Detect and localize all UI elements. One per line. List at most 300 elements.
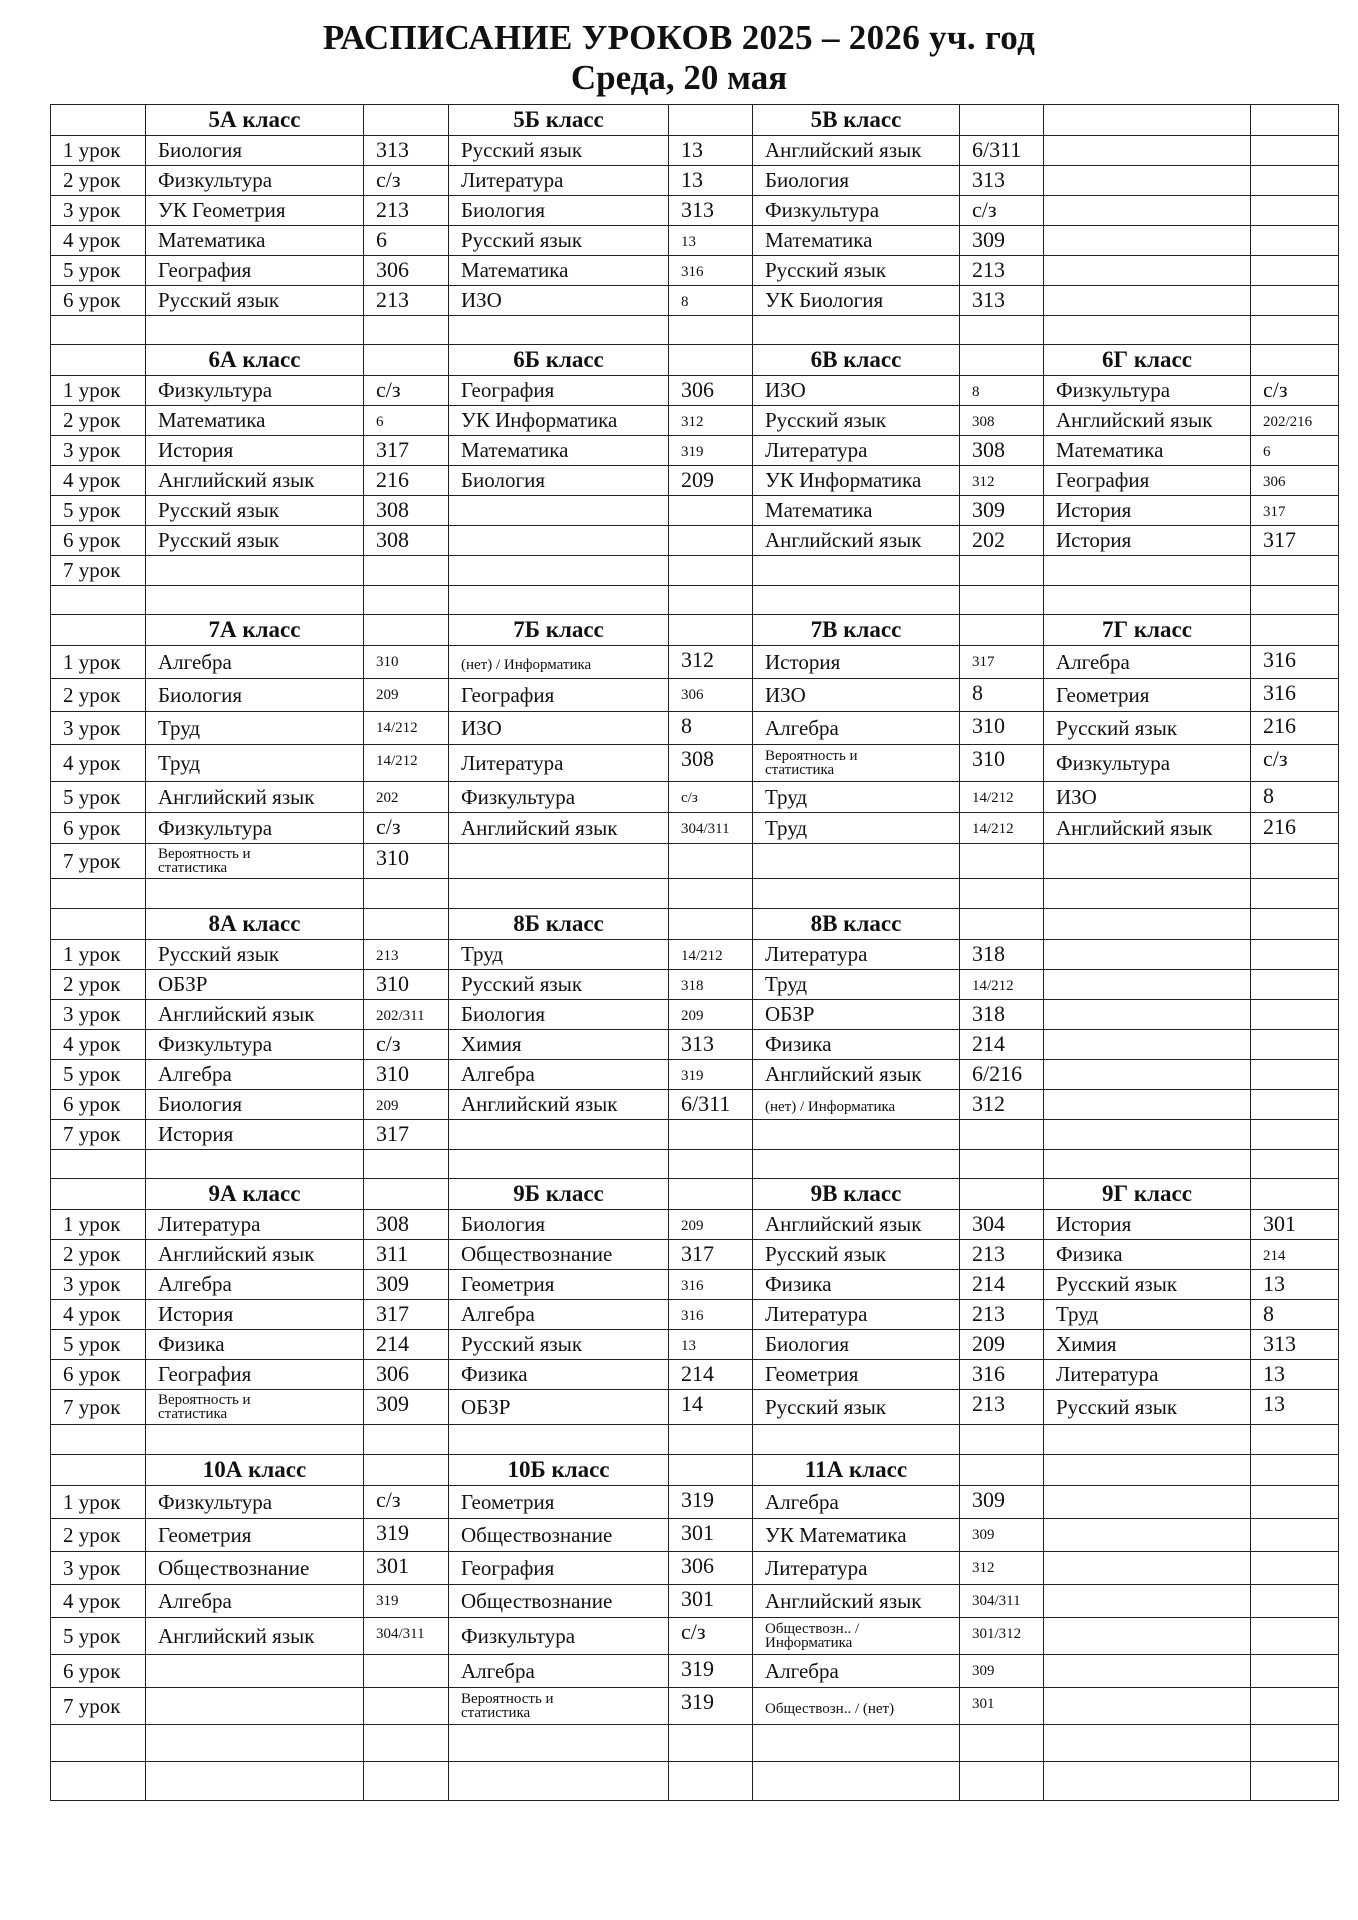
subject-name: История: [1056, 528, 1132, 552]
room-cell: [364, 1618, 449, 1655]
room-cell: [669, 556, 753, 586]
subject-name: География: [158, 1362, 252, 1386]
lesson-number: 6 урок: [51, 1655, 146, 1688]
room-number: 202: [972, 527, 1005, 552]
subject-cell: [753, 1120, 960, 1150]
room-header-cell: [364, 615, 449, 646]
subject-cell: [449, 316, 669, 345]
room-cell: [1251, 376, 1339, 406]
subject-name: Алгебра: [158, 1272, 232, 1296]
class-header: 5Б класс: [449, 105, 669, 136]
room-number: 301: [376, 1553, 409, 1578]
room-cell: [960, 1060, 1044, 1090]
subject-cell: [753, 136, 960, 166]
subject-cell: [753, 879, 960, 909]
subject-cell: [753, 166, 960, 196]
room-number: 13: [681, 1338, 696, 1354]
subject-cell: [449, 1300, 669, 1330]
lesson-row: [51, 1270, 1339, 1300]
lesson-row: [51, 556, 1339, 586]
room-number: 8: [1263, 783, 1274, 808]
room-cell: [364, 1330, 449, 1360]
room-number: 202/216: [1263, 414, 1313, 430]
room-cell: [364, 1390, 449, 1425]
subject-cell: [449, 813, 669, 844]
room-cell: [1251, 745, 1339, 782]
subject-cell: [449, 1390, 669, 1425]
lesson-row: [51, 1300, 1339, 1330]
room-number: 306: [681, 687, 704, 703]
subject-cell: [146, 376, 364, 406]
room-number: 309: [376, 1271, 409, 1296]
room-number: 213: [972, 257, 1005, 282]
subject-name: Математика: [461, 438, 569, 462]
room-header-cell: [960, 1455, 1044, 1486]
lesson-number: 1 урок: [51, 136, 146, 166]
subject-cell: [146, 940, 364, 970]
subject-cell: [449, 1618, 669, 1655]
subject-cell: [146, 196, 364, 226]
room-cell: [669, 1486, 753, 1519]
subject-cell: [1044, 406, 1251, 436]
subject-cell: [449, 712, 669, 745]
lesson-number: 7 урок: [51, 844, 146, 879]
subject-cell: [146, 1390, 364, 1425]
page-title: РАСПИСАНИЕ УРОКОВ 2025 – 2026 уч. год: [322, 18, 1036, 57]
room-number: 309: [972, 1663, 995, 1679]
room-cell: [669, 1655, 753, 1688]
room-number: 13: [681, 137, 703, 162]
lesson-number: [51, 879, 146, 909]
room-cell: [669, 136, 753, 166]
room-cell: [669, 712, 753, 745]
subject-name: Русский язык: [765, 1394, 887, 1419]
room-cell: [960, 813, 1044, 844]
subject-cell: [753, 1300, 960, 1330]
room-cell: [669, 646, 753, 679]
class-header: 10Б класс: [449, 1455, 669, 1486]
room-number: 309: [972, 227, 1005, 252]
subject-name: Алгебра: [158, 1588, 232, 1613]
subject-name: (нет) / Информатика: [765, 1099, 896, 1115]
class-header: 5В класс: [753, 105, 960, 136]
room-cell: [960, 1150, 1044, 1179]
subject-name: Алгебра: [158, 649, 232, 674]
subject-name: Математика: [1056, 438, 1164, 462]
lesson-row: [51, 712, 1339, 745]
page-subtitle: Среда, 20 мая: [570, 58, 788, 97]
lesson-row: [51, 1486, 1339, 1519]
room-number: 6: [1263, 444, 1271, 460]
subject-name: Биология: [765, 1332, 850, 1356]
room-number: 313: [972, 167, 1005, 192]
subject-cell: [753, 436, 960, 466]
room-number: 301: [681, 1520, 714, 1545]
subject-cell: [449, 1120, 669, 1150]
subject-cell: [753, 844, 960, 879]
lesson-number: 1 урок: [51, 940, 146, 970]
room-number: 8: [972, 680, 983, 705]
subject-name: ОБЗР: [158, 972, 208, 996]
subject-name: Обществознание: [461, 1588, 613, 1613]
subject-cell: [1044, 226, 1251, 256]
room-number: 308: [376, 497, 409, 522]
room-cell: [960, 1210, 1044, 1240]
subject-cell: [146, 1486, 364, 1519]
room-number: 308: [681, 746, 714, 771]
room-number: 14/212: [376, 753, 418, 769]
room-cell: [960, 1425, 1044, 1455]
room-cell: [960, 712, 1044, 745]
subject-cell: [146, 1060, 364, 1090]
room-header-cell: [1251, 909, 1339, 940]
room-cell: [364, 376, 449, 406]
subject-cell: [146, 1240, 364, 1270]
subject-cell: [449, 1240, 669, 1270]
subject-cell: [449, 844, 669, 879]
lesson-number: [51, 316, 146, 345]
room-cell: [364, 1486, 449, 1519]
room-number: 310: [376, 1061, 409, 1086]
room-number: 309: [972, 1487, 1005, 1512]
subject-cell: [1044, 1210, 1251, 1240]
room-cell: [364, 1090, 449, 1120]
blank-cell: [51, 105, 146, 136]
subject-cell: [146, 879, 364, 909]
subject-cell: [1044, 1725, 1251, 1762]
subject-cell: [1044, 196, 1251, 226]
subject-cell: [146, 1655, 364, 1688]
room-header-cell: [669, 909, 753, 940]
subject-cell: [1044, 1270, 1251, 1300]
room-cell: [1251, 1425, 1339, 1455]
subject-name: Физкультура: [461, 1623, 576, 1648]
room-number: с/з: [681, 790, 698, 806]
room-number: 309: [376, 1391, 409, 1416]
subject-name: (нет) / Информатика: [461, 656, 592, 673]
subject-name: Физкультура: [1056, 378, 1171, 402]
lesson-number: [51, 1425, 146, 1455]
subject-cell: [146, 1585, 364, 1618]
room-cell: [960, 1519, 1044, 1552]
room-cell: [364, 1519, 449, 1552]
room-cell: [669, 879, 753, 909]
subject-cell: [449, 1060, 669, 1090]
subject-cell: [1044, 940, 1251, 970]
room-number: 316: [972, 1361, 1005, 1386]
room-cell: [1251, 1210, 1339, 1240]
lesson-number: 5 урок: [51, 256, 146, 286]
room-cell: [364, 1688, 449, 1725]
subject-cell: [753, 1150, 960, 1179]
room-number: 306: [376, 1361, 409, 1386]
room-number: 13: [1263, 1391, 1285, 1416]
room-number: 316: [1263, 680, 1296, 705]
room-cell: [669, 970, 753, 1000]
room-cell: [1251, 1030, 1339, 1060]
subject-cell: [449, 466, 669, 496]
lesson-row: [51, 466, 1339, 496]
lesson-number: 3 урок: [51, 436, 146, 466]
room-cell: [364, 1360, 449, 1390]
lesson-number: 6 урок: [51, 813, 146, 844]
subject-cell: [449, 1270, 669, 1300]
subject-name: Алгебра: [461, 1062, 535, 1086]
subject-cell: [146, 586, 364, 615]
room-number: с/з: [376, 1487, 401, 1512]
subject-cell: [146, 526, 364, 556]
subject-cell: [1044, 1390, 1251, 1425]
class-header: 7Б класс: [449, 615, 669, 646]
subject-cell: [753, 1030, 960, 1060]
room-number: 318: [681, 978, 704, 994]
room-cell: [1251, 679, 1339, 712]
subject-cell: [1044, 166, 1251, 196]
lesson-row: [51, 646, 1339, 679]
room-cell: [1251, 1486, 1339, 1519]
subject-name: Физкультура: [158, 1489, 273, 1514]
room-cell: [364, 196, 449, 226]
lesson-row: [51, 406, 1339, 436]
subject-name: Русский язык: [1056, 1272, 1178, 1296]
room-cell: [364, 1425, 449, 1455]
room-cell: [364, 940, 449, 970]
room-number: 319: [681, 444, 704, 460]
class-header: 9Г класс: [1044, 1179, 1251, 1210]
room-cell: [1251, 496, 1339, 526]
subject-cell: [753, 1330, 960, 1360]
lesson-row: [51, 1390, 1339, 1425]
room-number: 313: [972, 287, 1005, 312]
room-number: 317: [376, 437, 409, 462]
subject-name: Алгебра: [765, 1489, 839, 1514]
room-cell: [669, 1618, 753, 1655]
room-number: 209: [681, 467, 714, 492]
room-cell: [1251, 256, 1339, 286]
class-header: 8А класс: [146, 909, 364, 940]
room-cell: [1251, 436, 1339, 466]
subject-name: Геометрия: [765, 1362, 859, 1386]
room-cell: [960, 1300, 1044, 1330]
room-cell: [960, 1330, 1044, 1360]
room-number: с/з: [681, 1619, 706, 1644]
class-header: 9В класс: [753, 1179, 960, 1210]
room-number: 214: [376, 1331, 409, 1356]
room-number: 316: [681, 1308, 704, 1324]
room-cell: [669, 316, 753, 345]
subject-cell: [753, 1655, 960, 1688]
subject-cell: [1044, 1486, 1251, 1519]
room-cell: [960, 286, 1044, 316]
room-number: 14/212: [972, 821, 1014, 837]
subject-name: История: [1056, 1212, 1132, 1236]
subject-cell: [1044, 1552, 1251, 1585]
lesson-number: 5 урок: [51, 496, 146, 526]
room-cell: [1251, 1618, 1339, 1655]
lesson-row: [51, 256, 1339, 286]
room-cell: [1251, 1000, 1339, 1030]
room-header-cell: [364, 1179, 449, 1210]
class-header-row: [51, 345, 1339, 376]
subject-name: Алгебра: [765, 1658, 839, 1683]
room-number: 213: [376, 287, 409, 312]
room-cell: [364, 712, 449, 745]
room-number: 312: [972, 1560, 995, 1576]
lesson-row: [51, 782, 1339, 813]
subject-name: История: [765, 649, 841, 674]
subject-name: Алгебра: [461, 1658, 535, 1683]
room-number: 319: [681, 1689, 714, 1714]
room-number: 308: [376, 527, 409, 552]
subject-cell: [1044, 1300, 1251, 1330]
lesson-row: [51, 879, 1339, 909]
room-cell: [364, 1150, 449, 1179]
room-cell: [1251, 1655, 1339, 1688]
subject-name: Математика: [765, 228, 873, 252]
room-cell: [669, 256, 753, 286]
room-cell: [1251, 166, 1339, 196]
room-cell: [960, 586, 1044, 615]
subject-cell: [753, 1552, 960, 1585]
subject-cell: [753, 376, 960, 406]
lesson-number: 4 урок: [51, 1585, 146, 1618]
room-cell: [364, 782, 449, 813]
subject-name: Вероятность и статистика: [461, 1691, 554, 1721]
subject-cell: [146, 316, 364, 345]
class-header: 11А класс: [753, 1455, 960, 1486]
subject-cell: [1044, 1090, 1251, 1120]
lesson-number: 7 урок: [51, 1390, 146, 1425]
room-cell: [364, 226, 449, 256]
room-cell: [1251, 136, 1339, 166]
room-cell: [364, 813, 449, 844]
room-header-cell: [669, 345, 753, 376]
subject-name: Английский язык: [765, 138, 922, 162]
subject-name: Литература: [461, 750, 564, 775]
subject-cell: [146, 1425, 364, 1455]
room-cell: [960, 646, 1044, 679]
subject-name: Литература: [765, 942, 868, 966]
lesson-number: 5 урок: [51, 1330, 146, 1360]
room-number: 13: [1263, 1361, 1285, 1386]
room-number: 306: [681, 377, 714, 402]
class-header-row: [51, 105, 1339, 136]
subject-cell: [753, 1585, 960, 1618]
lesson-number: 2 урок: [51, 1240, 146, 1270]
room-number: 304/311: [972, 1593, 1021, 1609]
room-cell: [1251, 286, 1339, 316]
room-header-cell: [669, 615, 753, 646]
subject-cell: [146, 745, 364, 782]
lesson-number: 2 урок: [51, 679, 146, 712]
schedule-table: [50, 104, 1339, 1801]
subject-name: Труд: [1056, 1302, 1099, 1326]
subject-cell: [146, 1552, 364, 1585]
class-header: [1044, 105, 1251, 136]
subject-name: Физика: [765, 1272, 832, 1296]
subject-name: УК Информатика: [461, 408, 618, 432]
subject-cell: [753, 1090, 960, 1120]
room-cell: [669, 813, 753, 844]
subject-name: Биология: [461, 1002, 546, 1026]
subject-cell: [1044, 256, 1251, 286]
room-cell: [1251, 406, 1339, 436]
room-cell: [364, 166, 449, 196]
subject-name: Английский язык: [765, 528, 922, 552]
subject-cell: [146, 1270, 364, 1300]
room-number: 301: [1263, 1211, 1296, 1236]
room-cell: [1251, 1688, 1339, 1725]
lesson-row: [51, 1655, 1339, 1688]
lesson-row: [51, 1519, 1339, 1552]
subject-name: Физика: [765, 1032, 832, 1056]
room-cell: [364, 844, 449, 879]
subject-name: Английский язык: [461, 1092, 618, 1116]
subject-cell: [146, 286, 364, 316]
subject-cell: [1044, 496, 1251, 526]
subject-name: ИЗО: [765, 682, 806, 707]
room-number: 214: [972, 1031, 1005, 1056]
subject-name: География: [158, 258, 252, 282]
room-cell: [960, 376, 1044, 406]
subject-cell: [753, 256, 960, 286]
subject-name: Физкультура: [158, 168, 273, 192]
room-header-cell: [1251, 615, 1339, 646]
subject-cell: [753, 970, 960, 1000]
room-cell: [364, 1300, 449, 1330]
room-number: 213: [972, 1391, 1005, 1416]
title-block: [0, 18, 1358, 98]
subject-name: Труд: [461, 942, 504, 966]
subject-name: Русский язык: [765, 1242, 887, 1266]
room-cell: [364, 970, 449, 1000]
class-header-row: [51, 615, 1339, 646]
subject-cell: [146, 1762, 364, 1801]
room-cell: [1251, 940, 1339, 970]
subject-cell: [449, 940, 669, 970]
lesson-number: 1 урок: [51, 646, 146, 679]
room-cell: [960, 1655, 1044, 1688]
room-cell: [669, 940, 753, 970]
room-cell: [1251, 813, 1339, 844]
lesson-row: [51, 1618, 1339, 1655]
subject-cell: [449, 406, 669, 436]
room-number: 319: [376, 1520, 409, 1545]
subject-cell: [1044, 526, 1251, 556]
room-number: 213: [972, 1241, 1005, 1266]
room-cell: [669, 1360, 753, 1390]
room-number: 216: [1263, 814, 1296, 839]
room-number: 317: [1263, 504, 1286, 520]
room-cell: [960, 844, 1044, 879]
subject-cell: [449, 1519, 669, 1552]
room-cell: [364, 1552, 449, 1585]
lesson-row: [51, 745, 1339, 782]
subject-cell: [449, 256, 669, 286]
subject-cell: [1044, 879, 1251, 909]
room-number: 304: [972, 1211, 1005, 1236]
room-number: 213: [376, 197, 409, 222]
subject-cell: [753, 646, 960, 679]
room-cell: [669, 1000, 753, 1030]
room-cell: [669, 166, 753, 196]
lesson-row: [51, 376, 1339, 406]
subject-cell: [1044, 679, 1251, 712]
subject-cell: [1044, 1618, 1251, 1655]
subject-name: Физкультура: [158, 1032, 273, 1056]
lesson-row: [51, 166, 1339, 196]
subject-name: Русский язык: [461, 138, 583, 162]
